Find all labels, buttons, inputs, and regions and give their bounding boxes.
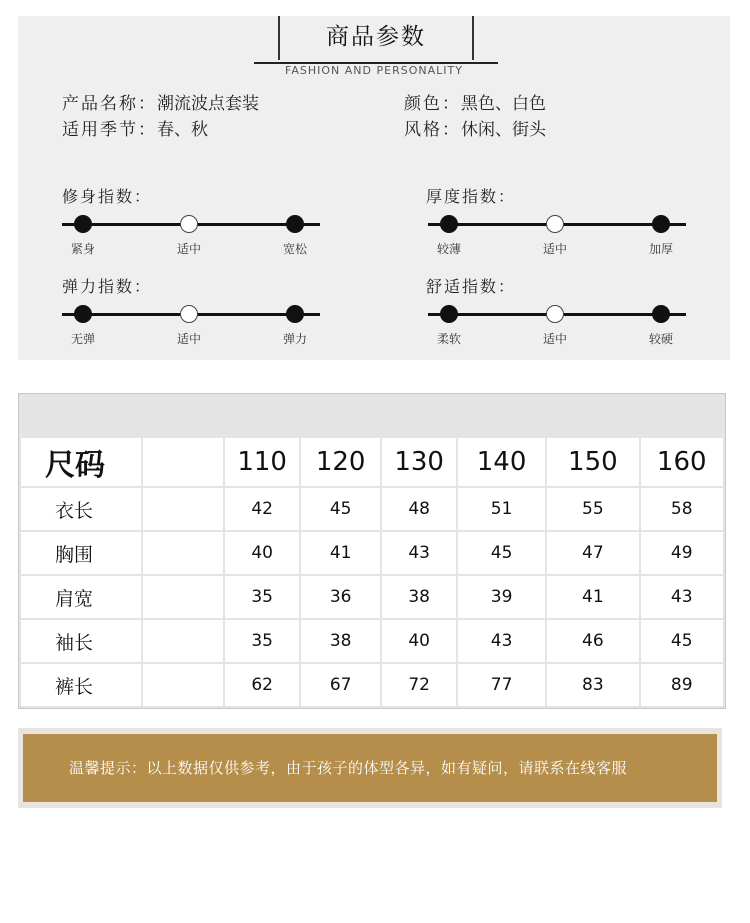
blank-cell <box>143 488 224 530</box>
table-row <box>21 620 723 662</box>
measure-value: 51 <box>458 488 545 530</box>
measure-value: 72 <box>382 664 456 706</box>
product-name-row <box>62 93 259 115</box>
style-value: 休闲、街头 <box>461 120 546 140</box>
scale-marker <box>440 215 458 233</box>
table-row <box>21 576 723 618</box>
scale-marker <box>652 305 670 323</box>
table-row <box>21 488 723 530</box>
scale-label-low: 无弹 <box>70 332 95 346</box>
thickness-index-title: 厚度指数： <box>426 187 517 206</box>
table-row <box>21 532 723 574</box>
size-header-cell: 150 <box>547 438 638 486</box>
product-name-label: 产品名称： <box>62 94 157 114</box>
scale-label-low: 柔软 <box>436 332 461 346</box>
scale-label-mid: 适中 <box>176 332 201 346</box>
comfort-index-title: 舒适指数： <box>426 277 517 296</box>
scale-label-high: 弹力 <box>282 332 307 346</box>
measure-value: 89 <box>641 664 724 706</box>
measure-value: 47 <box>547 532 638 574</box>
color-value: 黑色、白色 <box>461 94 546 114</box>
measure-label: 衣长 <box>21 488 141 530</box>
scale-label-mid: 适中 <box>542 242 567 256</box>
measure-value: 77 <box>458 664 545 706</box>
measure-value: 38 <box>301 620 380 662</box>
scale-marker <box>440 305 458 323</box>
elasticity-index-title: 弹力指数： <box>62 277 153 296</box>
season-row <box>62 119 208 141</box>
blank-cell <box>143 576 224 618</box>
scale-label-mid: 适中 <box>542 332 567 346</box>
scale-marker-selected <box>546 215 564 233</box>
measure-value: 35 <box>225 576 299 618</box>
scale-marker-selected <box>180 305 198 323</box>
measure-value: 62 <box>225 664 299 706</box>
section-title: 商品参数 <box>326 24 426 50</box>
thickness-index-scale <box>428 215 686 265</box>
scale-label-low: 紧身 <box>70 242 95 256</box>
size-chart <box>18 393 726 709</box>
size-header-label: 尺码 <box>21 438 141 486</box>
size-header-cell: 120 <box>301 438 380 486</box>
blank-cell <box>143 620 224 662</box>
size-header-cell: 130 <box>382 438 456 486</box>
measure-label: 肩宽 <box>21 576 141 618</box>
scale-label-low: 较薄 <box>436 242 461 256</box>
measure-value: 43 <box>641 576 724 618</box>
measure-value: 46 <box>547 620 638 662</box>
blank-cell <box>143 664 224 706</box>
measure-value: 45 <box>458 532 545 574</box>
product-parameters-panel <box>18 16 730 360</box>
blank-cell <box>143 438 224 486</box>
scale-marker <box>652 215 670 233</box>
measure-value: 67 <box>301 664 380 706</box>
scale-marker <box>286 305 304 323</box>
section-subtitle: FASHION AND PERSONALITY <box>285 64 463 77</box>
measure-value: 45 <box>301 488 380 530</box>
elasticity-index-scale <box>62 305 320 355</box>
scale-marker-selected <box>546 305 564 323</box>
scale-marker-selected <box>180 215 198 233</box>
table-row <box>21 664 723 706</box>
size-header-row <box>21 438 723 486</box>
measure-value: 41 <box>301 532 380 574</box>
measure-value: 43 <box>382 532 456 574</box>
measure-label: 袖长 <box>21 620 141 662</box>
measure-label: 裤长 <box>21 664 141 706</box>
measure-value: 42 <box>225 488 299 530</box>
measure-label: 胸围 <box>21 532 141 574</box>
measure-value: 36 <box>301 576 380 618</box>
measure-value: 55 <box>547 488 638 530</box>
blank-cell <box>143 532 224 574</box>
measure-value: 35 <box>225 620 299 662</box>
scale-label-high: 较硬 <box>648 332 673 346</box>
comfort-index-scale <box>428 305 686 355</box>
style-label: 风格： <box>404 120 461 140</box>
product-name-value: 潮流波点套装 <box>157 94 259 114</box>
fit-index-title: 修身指数： <box>62 187 153 206</box>
measure-value: 49 <box>641 532 724 574</box>
notice-frame <box>18 728 722 808</box>
measure-value: 40 <box>382 620 456 662</box>
style-row <box>404 119 546 141</box>
color-label: 颜色： <box>404 94 461 114</box>
scale-marker <box>74 305 92 323</box>
scale-label-high: 加厚 <box>648 242 673 256</box>
size-header-cell: 160 <box>641 438 724 486</box>
measure-value: 40 <box>225 532 299 574</box>
section-title-box <box>278 16 474 60</box>
measure-value: 39 <box>458 576 545 618</box>
size-table <box>19 436 725 708</box>
scale-marker <box>286 215 304 233</box>
fit-index-scale <box>62 215 320 265</box>
scale-label-high: 宽松 <box>282 242 307 256</box>
scale-label-mid: 适中 <box>176 242 201 256</box>
season-label: 适用季节： <box>62 120 157 140</box>
measure-value: 41 <box>547 576 638 618</box>
size-header-cell: 110 <box>225 438 299 486</box>
measure-value: 45 <box>641 620 724 662</box>
season-value: 春、秋 <box>157 120 208 140</box>
measure-value: 43 <box>458 620 545 662</box>
measure-value: 83 <box>547 664 638 706</box>
size-header-cell: 140 <box>458 438 545 486</box>
measure-value: 48 <box>382 488 456 530</box>
measure-value: 38 <box>382 576 456 618</box>
scale-marker <box>74 215 92 233</box>
measure-value: 58 <box>641 488 724 530</box>
notice-banner: 温馨提示：以上数据仅供参考，由于孩子的体型各异，如有疑问，请联系在线客服 <box>23 734 717 802</box>
color-row <box>404 93 546 115</box>
